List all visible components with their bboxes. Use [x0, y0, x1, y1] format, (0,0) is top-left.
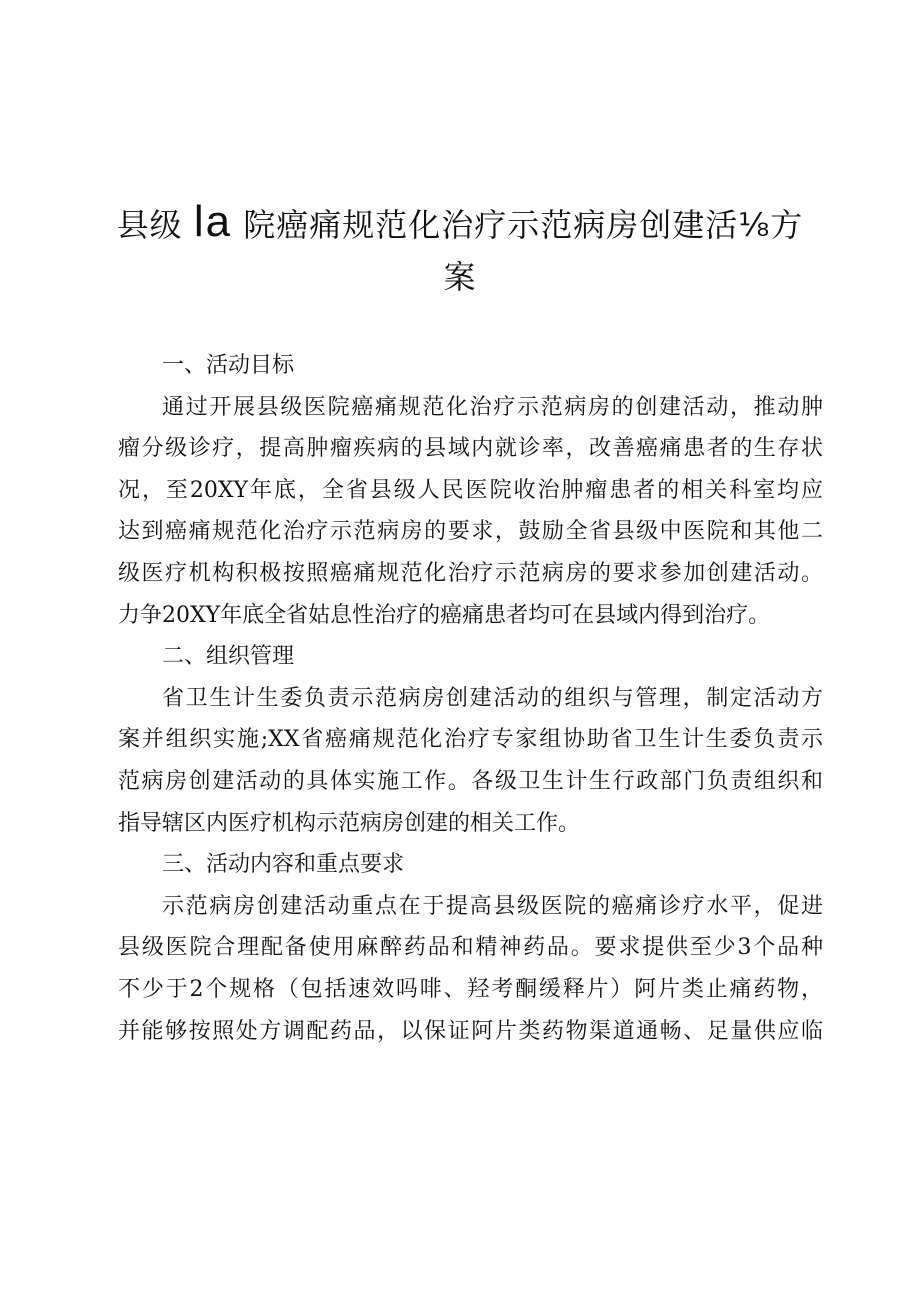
paragraph-line: 况，至20XY年底，全省县级人民医院收治肿瘤患者的相关科室均应 [118, 477, 823, 503]
paragraph [118, 678, 823, 844]
title-line-1 [0, 196, 920, 251]
paragraph-line: 省卫生计生委负责示范病房创建活动的组织与管理，制定活动方 [162, 685, 823, 711]
paragraph-line: 并能够按照处方调配药品，以保证阿片类药物渠道通畅、足量供应临 [118, 1018, 823, 1044]
paragraph-line: 范病房创建活动的具体实施工作。各级卫生计生行政部门负责组织和 [118, 768, 823, 794]
section-activity-content [118, 844, 823, 1052]
title-text-part-3: 院癌痛规范化治疗示范病房创建活⅛方 [243, 206, 804, 244]
paragraph-line: 级医疗机构积极按照癌痛规范化治疗示范病房的要求参加创建活动。 [118, 560, 823, 586]
section-organization-management [118, 636, 823, 844]
paragraph [118, 387, 823, 637]
title-line-2: 案 [443, 258, 477, 296]
document-body [118, 345, 823, 1052]
title-text-part-1: 县级 [116, 206, 183, 244]
paragraph-line: 瘤分级诊疗，提高肿瘤疾病的县域内就诊率，改善癌痛患者的生存状 [118, 436, 823, 462]
paragraph-line: 案并组织实施;XX省癌痛规范化治疗专家组协助省卫生计生委负责示 [118, 727, 823, 753]
section-activity-goal [118, 345, 823, 636]
paragraph-line: 达到癌痛规范化治疗示范病房的要求，鼓励全省县级中医院和其他二 [118, 519, 823, 545]
title-text-part-2: la [193, 197, 233, 246]
paragraph-line: 不少于2个规格（包括速效吗啡、羟考酮缓释片）阿片类止痛药物， [118, 976, 823, 1002]
paragraph-line: 示范病房创建活动重点在于提高县级医院的癌痛诊疗水平，促进 [162, 893, 823, 919]
paragraph [118, 886, 823, 1052]
document-title [0, 196, 920, 303]
paragraph-line: 通过开展县级医院癌痛规范化治疗示范病房的创建活动，推动肿 [162, 394, 823, 420]
paragraph-line: 力争20XY年底全省姑息性治疗的癌痛患者均可在县域内得到治疗。 [118, 602, 771, 628]
section-heading: 一、活动目标 [162, 353, 295, 378]
section-heading: 三、活动内容和重点要求 [162, 852, 405, 878]
section-heading: 二、组织管理 [162, 644, 295, 670]
paragraph-line: 指导辖区内医疗机构示范病房创建的相关工作。 [118, 810, 581, 836]
paragraph-line: 县级医院合理配备使用麻醉药品和精神药品。要求提供至少3个品种 [118, 935, 823, 961]
